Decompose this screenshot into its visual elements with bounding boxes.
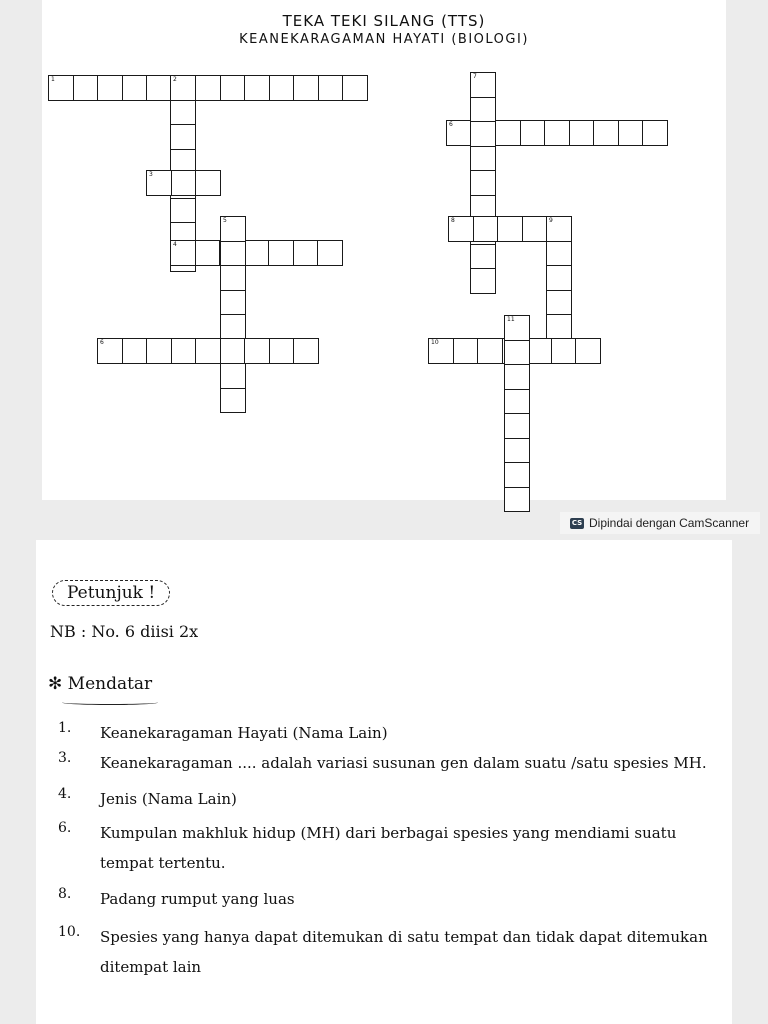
- crossword-cell[interactable]: [220, 216, 246, 242]
- section-heading: ✻ Mendatar: [48, 674, 153, 694]
- page-title: TEKA TEKI SILANG (TTS): [282, 12, 486, 30]
- cell-number: 4: [173, 241, 177, 248]
- cell-number: 3: [149, 171, 153, 178]
- crossword-cell[interactable]: [220, 363, 246, 389]
- crossword-cell[interactable]: [526, 338, 552, 364]
- crossword-cell[interactable]: [453, 338, 479, 364]
- crossword-cell[interactable]: [146, 75, 172, 101]
- crossword-cell[interactable]: [268, 240, 294, 266]
- crossword-cell[interactable]: [618, 120, 644, 146]
- crossword-cell[interactable]: [293, 75, 319, 101]
- camscanner-icon: CS: [571, 518, 583, 527]
- crossword-cell[interactable]: [220, 314, 246, 340]
- crossword-cell[interactable]: [593, 120, 619, 146]
- cell-number: 11: [507, 316, 515, 323]
- crossword-cell[interactable]: [73, 75, 99, 101]
- crossword-cell[interactable]: [220, 290, 246, 316]
- crossword-cell[interactable]: [97, 75, 123, 101]
- crossword-cell[interactable]: [317, 240, 343, 266]
- crossword-cell[interactable]: [546, 265, 572, 291]
- crossword-cell[interactable]: [504, 438, 530, 464]
- crossword-cell[interactable]: [428, 338, 454, 364]
- crossword-cell[interactable]: [170, 124, 196, 150]
- clue-item: [58, 818, 730, 878]
- clue-item: [58, 784, 730, 814]
- cell-number: 6: [449, 121, 453, 128]
- cell-number: 5: [223, 217, 227, 224]
- crossword-cell[interactable]: [342, 75, 368, 101]
- crossword-cell[interactable]: [146, 170, 172, 196]
- crossword-cell[interactable]: [446, 120, 472, 146]
- crossword-cell[interactable]: [448, 216, 474, 242]
- cell-number: 1: [51, 76, 55, 83]
- cell-number: 10: [431, 339, 439, 346]
- crossword-cell[interactable]: [504, 462, 530, 488]
- clue-item: [58, 922, 730, 982]
- crossword-cell[interactable]: [504, 364, 530, 390]
- page-subtitle: KEANEKARAGAMAN HAYATI (BIOLOGI): [239, 32, 529, 47]
- cell-number: 8: [451, 217, 455, 224]
- crossword-cell[interactable]: [269, 75, 295, 101]
- crossword-cell[interactable]: [470, 268, 496, 294]
- cell-number: 2: [173, 76, 177, 83]
- clue-number: 3.: [58, 750, 72, 766]
- crossword-cell[interactable]: [244, 338, 270, 364]
- cell-number: 6: [100, 339, 104, 346]
- crossword-cell[interactable]: [470, 244, 496, 270]
- crossword-cell[interactable]: [170, 240, 196, 266]
- clue-text: Jenis (Nama Lain): [100, 790, 237, 808]
- crossword-cell[interactable]: [642, 120, 668, 146]
- section-underline: [62, 700, 158, 705]
- clue-number: 6.: [58, 820, 72, 836]
- cell-number: 9: [549, 217, 553, 224]
- cell-number: 7: [473, 73, 477, 80]
- crossword-cell[interactable]: [220, 241, 246, 267]
- crossword-cell[interactable]: [220, 388, 246, 414]
- crossword-cell[interactable]: [318, 75, 344, 101]
- crossword-cell[interactable]: [244, 75, 270, 101]
- clue-text: Kumpulan makhluk hidup (MH) dari berbagai spesies yang mendiami suatu tempat tertentu.: [100, 824, 677, 872]
- crossword-cell[interactable]: [293, 240, 319, 266]
- clue-number: 10.: [58, 924, 81, 940]
- crossword-cell[interactable]: [48, 75, 74, 101]
- crossword-cell[interactable]: [575, 338, 601, 364]
- clue-item: [58, 748, 730, 778]
- crossword-cell[interactable]: [473, 216, 499, 242]
- crossword-cell[interactable]: [170, 75, 196, 101]
- crossword-cell[interactable]: [170, 100, 196, 126]
- instructions-heading: Petunjuk !: [52, 580, 170, 606]
- crossword-cell[interactable]: [146, 338, 172, 364]
- crossword-cell[interactable]: [522, 216, 548, 242]
- clue-number: 1.: [58, 720, 72, 736]
- crossword-cell[interactable]: [504, 389, 530, 415]
- crossword-cell[interactable]: [220, 338, 246, 364]
- crossword-cell[interactable]: [569, 120, 595, 146]
- crossword-cell[interactable]: [546, 241, 572, 267]
- crossword-cell[interactable]: [504, 340, 530, 366]
- clue-number: 4.: [58, 786, 72, 802]
- crossword-cell[interactable]: [477, 338, 503, 364]
- crossword-cell[interactable]: [544, 120, 570, 146]
- crossword-cell[interactable]: [551, 338, 577, 364]
- section-heading-text: Mendatar: [67, 674, 153, 694]
- crossword-cell[interactable]: [520, 120, 546, 146]
- clue-text: Keanekaragaman .... adalah variasi susunan gen dalam suatu /satu spesies MH.: [100, 754, 707, 772]
- clue-text: Spesies yang hanya dapat ditemukan di satu tempat dan tidak dapat ditemukan ditempat lain: [100, 928, 708, 976]
- crossword-cell[interactable]: [170, 198, 196, 224]
- crossword-cell[interactable]: [220, 265, 246, 291]
- clue-item: [58, 884, 730, 914]
- crossword-cell[interactable]: [293, 338, 319, 364]
- crossword-cell[interactable]: [470, 72, 496, 98]
- crossword-cell[interactable]: [504, 315, 530, 341]
- crossword-cell[interactable]: [195, 75, 221, 101]
- crossword-cell[interactable]: [504, 413, 530, 439]
- crossword-cell[interactable]: [195, 338, 221, 364]
- clue-item: [58, 718, 730, 748]
- crossword-cell[interactable]: [495, 120, 521, 146]
- crossword-cell[interactable]: [470, 170, 496, 196]
- crossword-cell[interactable]: [269, 338, 295, 364]
- crossword-cell[interactable]: [171, 170, 197, 196]
- crossword-cell[interactable]: [220, 75, 246, 101]
- crossword-cell[interactable]: [546, 314, 572, 340]
- clue-text: Padang rumput yang luas: [100, 890, 295, 908]
- crossword-cell[interactable]: [497, 216, 523, 242]
- crossword-cell[interactable]: [470, 97, 496, 123]
- crossword-cell[interactable]: [546, 290, 572, 316]
- crossword-cell[interactable]: [122, 338, 148, 364]
- crossword-cell[interactable]: [244, 240, 270, 266]
- crossword-cell[interactable]: [97, 338, 123, 364]
- crossword-cell[interactable]: [122, 75, 148, 101]
- crossword-cell[interactable]: [546, 216, 572, 242]
- clue-text: Keanekaragaman Hayati (Nama Lain): [100, 724, 388, 742]
- crossword-cell[interactable]: [470, 121, 496, 147]
- crossword-cell[interactable]: [470, 146, 496, 172]
- crossword-cell[interactable]: [195, 170, 221, 196]
- crossword-cell[interactable]: [171, 338, 197, 364]
- crossword-cell[interactable]: [195, 240, 221, 266]
- clue-number: 8.: [58, 886, 72, 902]
- instructions-note: NB : No. 6 diisi 2x: [50, 622, 199, 641]
- scanner-label: Dipindai dengan CamScanner: [589, 516, 750, 530]
- scanner-badge: [560, 512, 760, 534]
- crossword-cell[interactable]: [504, 487, 530, 513]
